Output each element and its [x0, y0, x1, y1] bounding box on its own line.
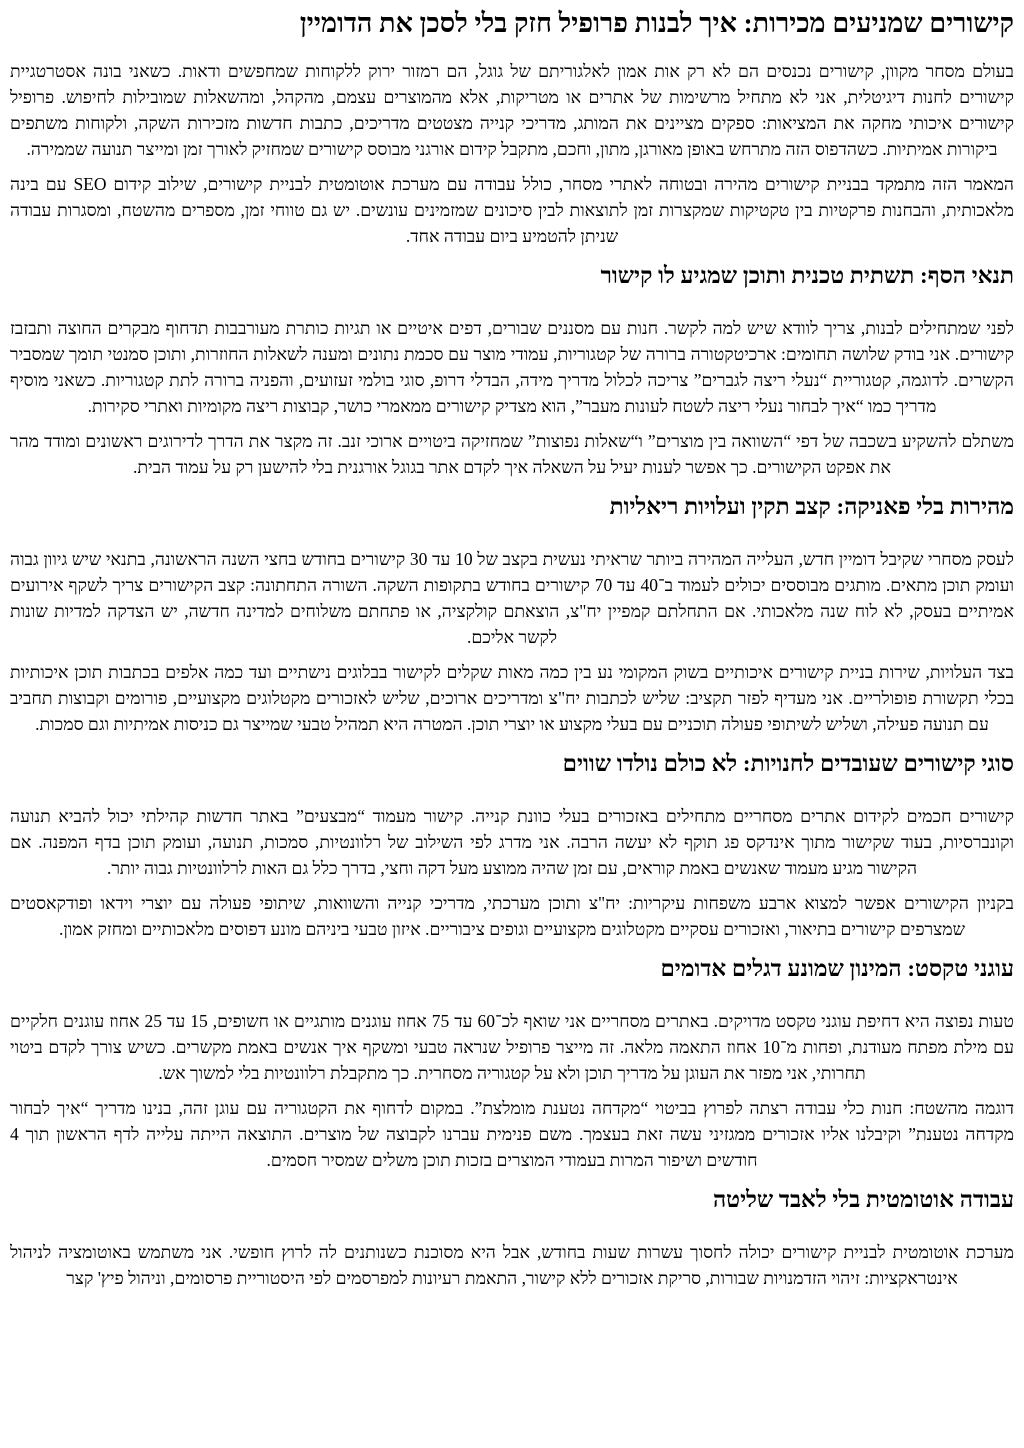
paragraph: בצד העלויות, שירות בניית קישורים איכותיים בשוק המקומי נע בין כמה מאות שקלים לקישור בבלוגים נישתיים ועד כמה אלפים בכתבות תוכן איכותיות בכלי תקשורת פופולריים. אני מעדיף לפזר תקציב: שליש לכתבות יח"צ ומדריכים ארוכים, שליש לאזכורים מקטלוגים מקצועיים, פורומים וקבוצות תחביב עם תנועה פעילה, ושליש לשיתופי פעולה תוכניים עם בעלי מקצוע או יוצרי תוכן. המטרה היא תמהיל טבעי שמייצר גם כניסות אמיתיות וגם סמכות.	[10, 662, 1014, 734]
paragraph: משתלם להשקיע בשכבה של דפי “השוואה בין מוצרים” ו“שאלות נפוצות” שמחזיקה ביטויים ארוכי זנב. זה מקצר את הדרך לדירוגים ראשונים ומודד מהר את אפקט הקישורים. כך אפשר לענות יעיל על השאלה איך לקדם אתר בגוגל אורגנית בלי להישען רק על עמוד הבית.	[10, 431, 1014, 477]
paragraph: קישורים חכמים לקידום אתרים מסחריים מתחילים באזכורים בעלי כוונת קנייה. קישור מעמוד “מבצעים” באתר חדשות קהילתי יכול להביא תנועה וקונברסיות, בעוד שקישור מתוך אינדקס פג תוקף לא יעשה הרבה. אני מדרג לפי השילוב של רלוונטיות, סמכות, תנועה, ועומק תוכן בדף המפנה. אם הקישור מגיע מעמוד שאנשים באמת קוראים, עם זמן שהיה ממוצע מעל דקה וחצי, בדרך כלל גם האות לרלוונטיות גבוה יותר.	[10, 806, 1014, 878]
paragraph: בקניון הקישורים אפשר למצוא ארבע משפחות עיקריות: יח"צ ותוכן מערכתי, מדריכי קנייה והשוואות, שיתופי פעולה עם יוצרי וידאו ופודקאסטים שמצרפים קישורים בתיאור, ואזכורים עסקיים מקטלוגים מקצועיים וגופים ציבוריים. איזון טבעי ביניהם מונע דפוסים מלאכותיים ומחזק אמון.	[10, 893, 1014, 939]
section-heading-prerequisites: תנאי הסף: תשתית טכנית ותוכן שמגיע לו קישור	[600, 263, 1014, 288]
page-title: קישורים שמניעים מכירות: איך לבנות פרופיל חזק בלי לסכן את הדומיין	[299, 8, 1014, 38]
paragraph: לעסק מסחרי שקיבל דומיין חדש, העלייה המהירה ביותר שראיתי נעשית בקצב של 10 עד 30 קישורים בחודש בחצי השנה הראשונה, בתנאי שיש גיוון גבוה ועומק תוכן מתאים. מותגים מבוססים יכולים לעמוד ב־40 עד 70 קישורים בחודש בתקופות השקה. השורה התחתונה: קצב הקישורים צריך לשקף אירועים אמיתיים בעסק, לא לוח שנה מלאכותי. אם התחלתם קמפיין יח"צ, הוצאתם קולקציה, או פתחתם משלוחים למדינה חדשה, יש הצדקה למדיות שונות לקשר אליכם.	[10, 549, 1014, 647]
section-heading-anchor-text: עוגני טקסט: המינון שמונע דגלים אדומים	[660, 956, 1014, 981]
paragraph: מערכת אוטומטית לבניית קישורים יכולה לחסוך עשרות שעות בחודש, אבל היא מסוכנת כשנותנים לה לרוץ חופשי. אני משתמש באוטומציה לניהול אינטראקציות: זיהוי הזדמנויות שבורות, סריקת אזכורים ללא קישור, התאמת רעיונות למפרסמים לפי היסטוריית פרסומים, וניהול פיץ' קצר	[10, 1242, 1014, 1288]
paragraph: לפני שמתחילים לבנות, צריך לוודא שיש למה לקשר. חנות עם מסננים שבורים, דפים איטיים או תגיות כותרת מעורבבות תדחוף מבקרים החוצה ותבזבז קישורים. אני בודק שלושה תחומים: ארכיטקטורה ברורה של קטגוריות, עמודי מוצר עם סכמת נתונים ומענה לשאלות החוזרות, ותוכן סמנטי תומך שמסביר הקשרים. לדוגמה, קטגוריית “נעלי ריצה לגברים” צריכה לכלול מדריך מידה, הבדלי דרופ, סוגי בולמי זעזועים, והפניה ברורה לתת קטגוריות. כשאני מוסיף מדריך כמו “איך לבחור נעלי ריצה לשטח לעונות מעבר”, הוא מצדיק קישורים ממאמרי כושר, קבוצות ריצה מקומיות ואתרי סקירות.	[10, 318, 1014, 416]
section-heading-automation: עבודה אוטומטית בלי לאבד שליטה	[712, 1187, 1014, 1212]
paragraph: טעות נפוצה היא דחיפת עוגני טקסט מדויקים. באתרים מסחריים אני שואף לכ־60 עד 75 אחוז עוגנים מותגיים או חשופים, 15 עד 25 אחוז עוגנים חלקיים עם מילת מפתח מעודנת, ופחות מ־10 אחוז התאמה מלאה. זה מייצר פרופיל שנראה טבעי ומשקף איך אנשים באמת מקשרים. כשיש צורך לקדם ביטוי תחרותי, אני מפזר את העוגן על מדריך תוכן ולא על קטגוריה מסחרית. כך מתקבלת רלוונטיות בלי למשוך אש.	[10, 1011, 1015, 1083]
section-heading-pace-costs: מהירות בלי פאניקה: קצב תקין ועלויות ריאליות	[609, 494, 1014, 519]
paragraph: דוגמה מהשטח: חנות כלי עבודה רצתה לפרוץ בביטוי “מקדחה נטענת מומלצת”. במקום לדחוף את הקטגוריה עם עוגן זהה, בנינו מדריך “איך לבחור מקדחה נטענת” וקיבלנו אליו אזכורים ממגזיני עשה זאת בעצמך. משם פנימית עברנו לקבוצה של מוצרים. התוצאה הייתה עלייה לדף הראשון תוך 4 חודשים ושיפור המרות בעמודי המוצרים בזכות תוכן משלים שמסיר חסמים.	[10, 1098, 1014, 1170]
paragraph: המאמר הזה מתמקד בבניית קישורים מהירה ובטוחה לאתרי מסחר, כולל עבודה עם מערכת אוטומטית לבניית קישורים, שילוב קידום SEO עם בינה מלאכותית, והבחנות פרקטיות בין טקטיקות שמקצרות זמן לתוצאות לבין סיכונים שמזמינים עונשים. יש גם טווחי זמן, מספרים מהשטח, ומסגרות עבודה שניתן להטמיע ביום עבודה אחד.	[10, 174, 1014, 246]
paragraph: בעולם מסחר מקוון, קישורים נכנסים הם לא רק אות אמון לאלגוריתם של גוגל, הם רמזור ירוק ללקוחות שמחפשים ודאות. כשאני בונה אסטרטגיית קישורים לחנות דיגיטלית, אני לא מתחיל מרשימות של אתרים או מטריקות, אלא מהמוצרים עצמם, מהקהל, ומהשאלות שמובילות לחיפוש. פרופיל קישורים איכותי מחקה את המציאות: ספקים מציינים את המותג, מדריכי קנייה מצטטים מדריכים, כתבות חדשות מזכירות השקה, ולקוחות משתפים ביקורות אמיתיות. כשהדפוס הזה מתרחש באופן מאורגן, מתון, וחכם, מתקבל קידום אורגני מבוסס קישורים שמחזיק לאורך זמן ומייצר תנועה שממירה.	[10, 61, 1014, 159]
section-heading-link-types: סוגי קישורים שעובדים לחנויות: לא כולם נולדו שווים	[562, 751, 1014, 776]
